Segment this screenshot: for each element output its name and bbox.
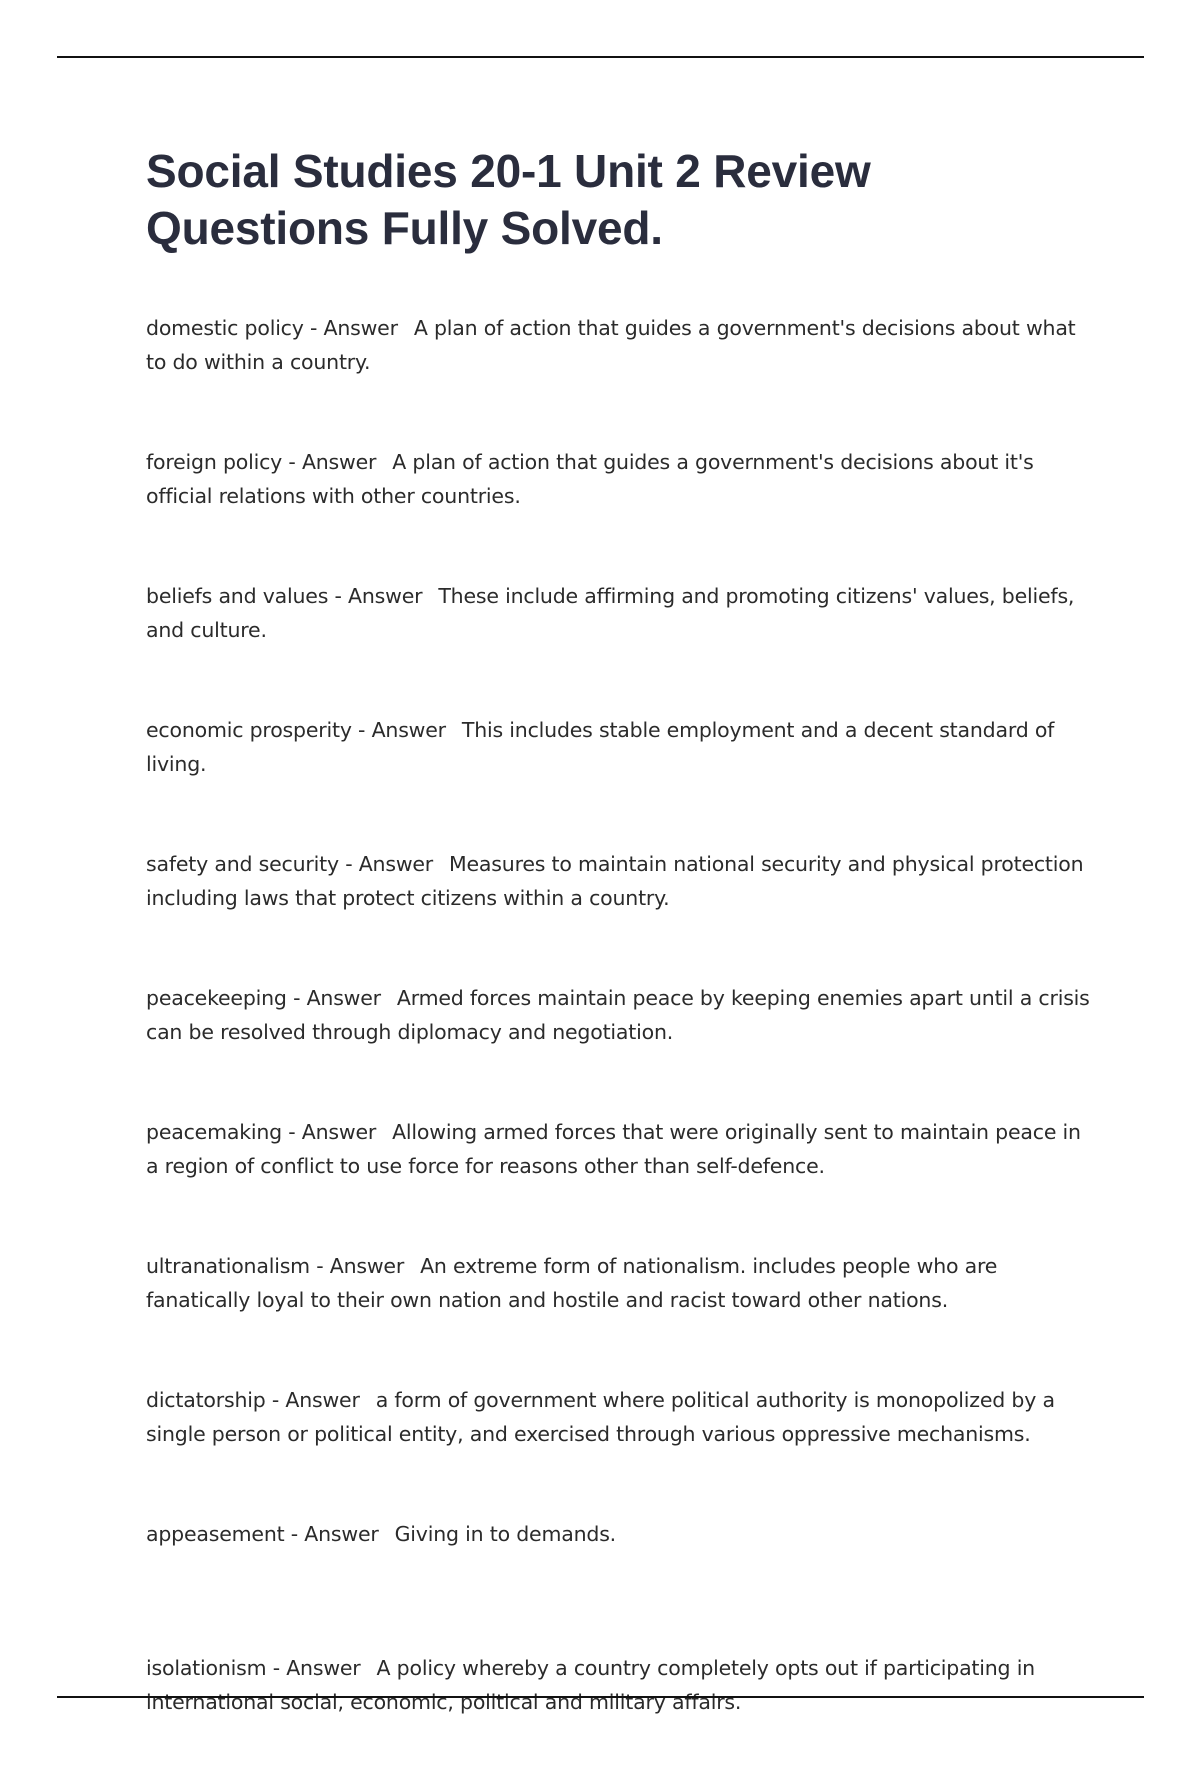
top-divider <box>57 56 1144 58</box>
entry-definition: Armed forces maintain peace by keeping enemies apart until a crisis can be resolved through diplomacy and negotiation. <box>146 986 1090 1044</box>
list-item <box>146 579 1096 647</box>
entry-definition: This includes stable employment and a decent standard of living. <box>146 718 1055 776</box>
entry-term: dictatorship - Answer <box>146 1388 360 1412</box>
entry-definition: Giving in to demands. <box>394 1522 616 1546</box>
entry-definition: Allowing armed forces that were originally sent to maintain peace in a region of conflict to use force for reasons other than self-defence. <box>146 1120 1081 1178</box>
entry-term: safety and security - Answer <box>146 852 434 876</box>
list-item <box>146 713 1096 781</box>
list-item <box>146 847 1096 915</box>
list-item <box>146 981 1096 1049</box>
entry-definition: A policy whereby a country completely opts out if participating in international social, economic, political and military affairs. <box>146 1656 1035 1714</box>
entry-definition: Measures to maintain national security and physical protection including laws that protect citizens within a country. <box>146 852 1084 910</box>
entry-term: appeasement - Answer <box>146 1522 379 1546</box>
list-item <box>146 1249 1096 1317</box>
document-content <box>146 143 1096 1785</box>
list-item <box>146 1115 1096 1183</box>
entry-term: ultranationalism - Answer <box>146 1254 405 1278</box>
entry-term: domestic policy - Answer <box>146 316 398 340</box>
entry-definition: A plan of action that guides a government's decisions about what to do within a country. <box>146 316 1076 374</box>
list-item <box>146 1383 1096 1451</box>
entry-definition: a form of government where political authority is monopolized by a single person or political entity, and exercised through various oppressive mechanisms. <box>146 1388 1055 1446</box>
entry-definition: A plan of action that guides a government's decisions about it's official relations with other countries. <box>146 450 1034 508</box>
bottom-divider <box>57 1696 1144 1698</box>
entry-term: peacemaking - Answer <box>146 1120 377 1144</box>
list-item <box>146 1517 1096 1585</box>
entry-definition: These include affirming and promoting citizens' values, beliefs, and culture. <box>146 584 1075 642</box>
entry-term: isolationism - Answer <box>146 1656 361 1680</box>
entry-definition: An extreme form of nationalism. includes people who are fanatically loyal to their own nation and hostile and racist toward other nations. <box>146 1254 998 1312</box>
list-item <box>146 1651 1096 1719</box>
entry-term: beliefs and values - Answer <box>146 584 423 608</box>
list-item <box>146 445 1096 513</box>
entry-term: peacekeeping - Answer <box>146 986 381 1010</box>
entry-list <box>146 311 1096 1719</box>
entry-term: foreign policy - Answer <box>146 450 377 474</box>
entry-term: economic prosperity - Answer <box>146 718 446 742</box>
list-item <box>146 311 1096 379</box>
document-title: Social Studies 20-1 Unit 2 Review Questions Fully Solved. <box>146 145 871 254</box>
